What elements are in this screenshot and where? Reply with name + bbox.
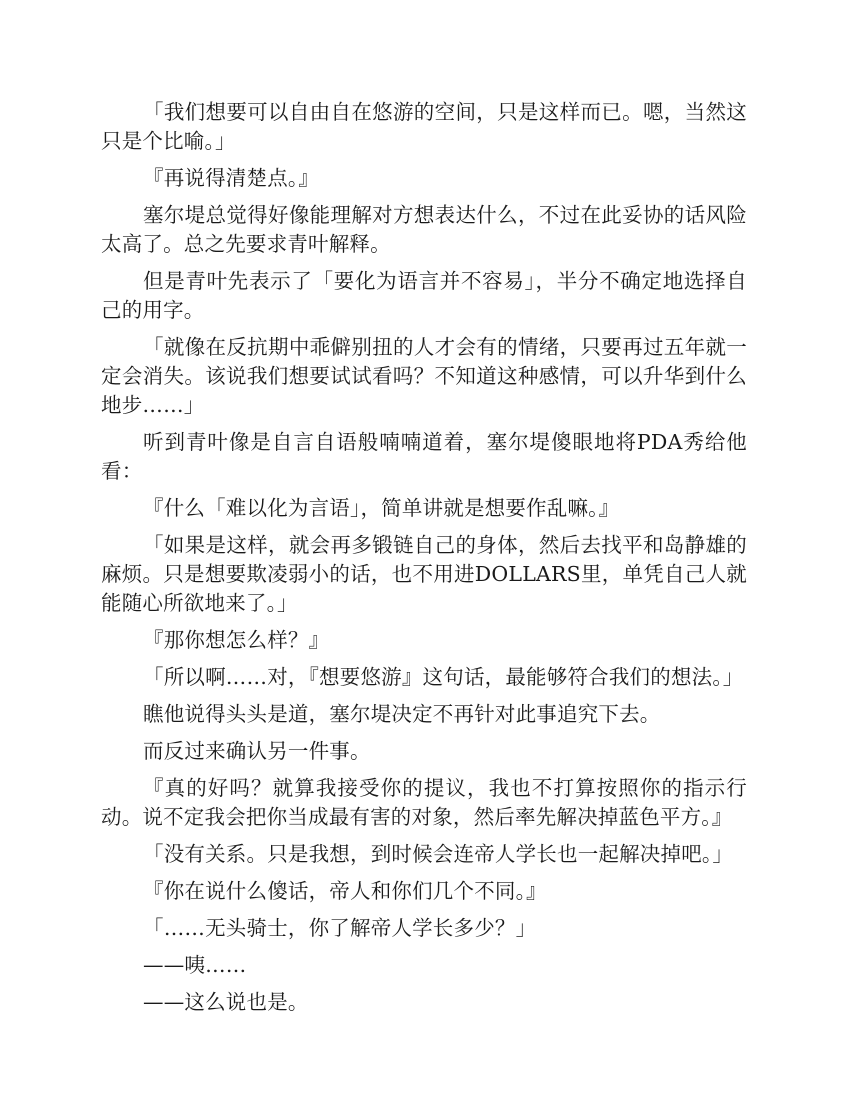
paragraph: 「如果是这样，就会再多锻链自己的身体，然后去找平和岛静雄的麻烦。只是想要欺凌弱小的话，也不用进DOLLARS里，单凭自己人就能随心所欲地来了。」 bbox=[101, 533, 747, 615]
paragraph: 「所以啊……对，『想要悠游』这句话，最能够符合我们的想法。」 bbox=[143, 665, 744, 689]
paragraph: ——这么说也是。 bbox=[143, 990, 309, 1014]
paragraph: 「就像在反抗期中乖僻别扭的人才会有的情绪，只要再过五年就一定会消失。该说我们想要试试看吗？不知道这种感情，可以升华到什么地步……」 bbox=[101, 335, 747, 417]
document-page bbox=[101, 98, 747, 1025]
paragraph: 「我们想要可以自由自在悠游的空间，只是这样而已。嗯，当然这只是个比喻。」 bbox=[101, 100, 747, 153]
paragraph: 『再说得清楚点。』 bbox=[143, 166, 320, 190]
paragraph: 听到青叶像是自言自语般喃喃道着，塞尔堤傻眼地将PDA秀给他看： bbox=[101, 430, 747, 483]
paragraph: 但是青叶先表示了「要化为语言并不容易」，半分不确定地选择自己的用字。 bbox=[101, 269, 747, 322]
paragraph: ——咦…… bbox=[143, 953, 247, 977]
paragraph: 「……无头骑士，你了解帝人学长多少？」 bbox=[143, 916, 537, 940]
paragraph: 『那你想怎么样？』 bbox=[143, 628, 330, 652]
paragraph: 而反过来确认另一件事。 bbox=[143, 739, 371, 763]
paragraph: 瞧他说得头头是道，塞尔堤决定不再针对此事追究下去。 bbox=[143, 702, 661, 726]
paragraph: 「没有关系。只是我想，到时候会连帝人学长也一起解决掉吧。」 bbox=[143, 842, 734, 866]
paragraph: 『你在说什么傻话，帝人和你们几个不同。』 bbox=[143, 879, 547, 903]
paragraph: 『真的好吗？就算我接受你的提议，我也不打算按照你的指示行动。说不定我会把你当成最有害的对象，然后率先解决掉蓝色平方。』 bbox=[101, 776, 747, 829]
paragraph: 『什么「难以化为言语」，简单讲就是想要作乱嘛。』 bbox=[143, 496, 620, 520]
paragraph: 塞尔堤总觉得好像能理解对方想表达什么，不过在此妥协的话风险太高了。总之先要求青叶解释。 bbox=[101, 203, 747, 256]
